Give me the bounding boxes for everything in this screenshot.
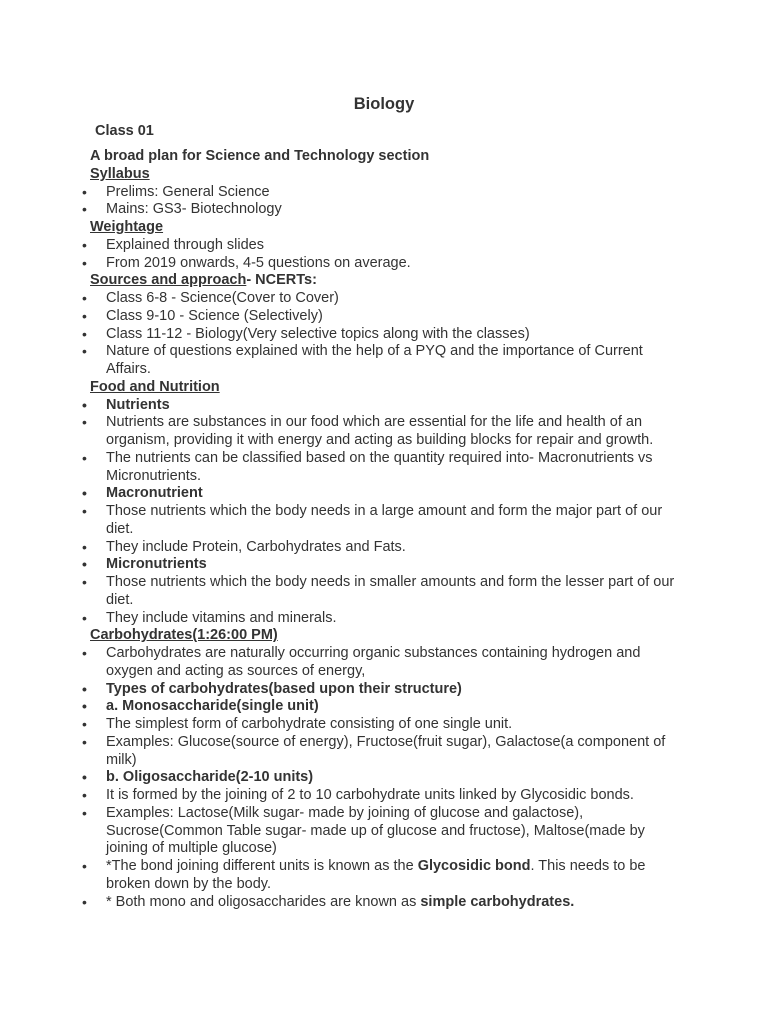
list-item: • Nature of questions explained with the help of a PYQ and the importance of Current Affairs. (90, 343, 690, 379)
list-item: • Nutrients are substances in our food which are essential for the life and health of an organism, providing it with energy and acting as building blocks for repair and growth. (90, 414, 690, 450)
sources-heading (90, 272, 690, 290)
sources-list (90, 290, 690, 379)
list-item-bold: • Types of carbohydrates(based upon their structure) (90, 681, 690, 699)
weightage-heading-text: Weightage (90, 219, 164, 235)
sources-heading-text: Sources and approach (90, 272, 247, 289)
document-body (90, 148, 690, 911)
list-item: • Class 11-12 - Biology(Very selective topics along with the classes) (90, 326, 690, 344)
food-heading (90, 379, 690, 397)
syllabus-heading (90, 166, 690, 184)
glycosidic-text-pre: *The bond joining different units is known as the (106, 858, 418, 874)
glycosidic-text-post: . This needs to be broken down by the body. (106, 858, 646, 892)
plan-heading: A broad plan for Science and Technology section (90, 148, 430, 164)
list-item: • Those nutrients which the body needs in a large amount and form the major part of our diet. (90, 503, 690, 539)
list-item: • They include vitamins and minerals. (90, 610, 690, 628)
syllabus-heading-text: Syllabus (90, 165, 150, 182)
list-item-glycosidic (90, 858, 690, 894)
list-item: • The simplest form of carbohydrate consisting of one single unit. (90, 716, 690, 734)
list-item: • Class 9-10 - Science (Selectively) (90, 308, 690, 326)
list-item-bold: • Micronutrients (90, 556, 690, 574)
list-item: • Prelims: General Science (90, 184, 690, 202)
list-item: • The nutrients can be classified based on the quantity required into- Macronutrients vs Micronutrients. (90, 450, 690, 486)
list-item-bold: • b. Oligosaccharide(2-10 units) (90, 769, 690, 787)
food-list (90, 397, 690, 628)
weightage-list (90, 237, 690, 273)
page-title: Biology (353, 95, 415, 113)
list-item: • Examples: Glucose(source of energy), Fructose(fruit sugar), Galactose(a component of milk) (90, 734, 690, 770)
list-item-bold: • a. Monosaccharide(single unit) (90, 698, 690, 716)
list-item: • Carbohydrates are naturally occurring organic substances containing hydrogen and oxygen and acting as sources of energy, (90, 645, 690, 681)
glycosidic-term: Glycosidic bond (417, 858, 531, 874)
syllabus-list (90, 184, 690, 220)
carbs-heading-text: Carbohydrates(1:26:00 PM) (90, 627, 278, 644)
carbs-list (90, 645, 690, 911)
list-item: • From 2019 onwards, 4-5 questions on average. (90, 255, 690, 273)
list-item: • They include Protein, Carbohydrates and Fats. (90, 539, 690, 557)
class-label: Class 01 (95, 123, 154, 139)
carbs-heading (90, 627, 690, 645)
list-item: • Those nutrients which the body needs in smaller amounts and form the lesser part of our diet. (90, 574, 690, 610)
food-heading-text: Food and Nutrition (90, 378, 220, 395)
simple-carbs-text-pre: * Both mono and oligosaccharides are known as (106, 893, 421, 910)
list-item-bold: • Macronutrient (90, 485, 690, 503)
weightage-heading (90, 219, 690, 237)
list-item: • It is formed by the joining of 2 to 10 carbohydrate units linked by Glycosidic bonds. (90, 787, 690, 805)
list-item: • Examples: Lactose(Milk sugar- made by joining of glucose and galactose), Sucrose(Common Table sugar- made up of glucose and fructose), Maltose(made by joining of multiple glucose) (90, 805, 690, 858)
list-item: • Class 6-8 - Science(Cover to Cover) (90, 290, 690, 308)
list-item: • Explained through slides (90, 237, 690, 255)
sources-heading-suffix: - NCERTs: (246, 272, 317, 289)
list-item-simple-carbs (90, 894, 690, 912)
list-item: • Mains: GS3- Biotechnology (90, 201, 690, 219)
list-item-bold: • Nutrients (90, 397, 690, 415)
simple-carbs-term: simple carbohydrates. (420, 893, 575, 910)
